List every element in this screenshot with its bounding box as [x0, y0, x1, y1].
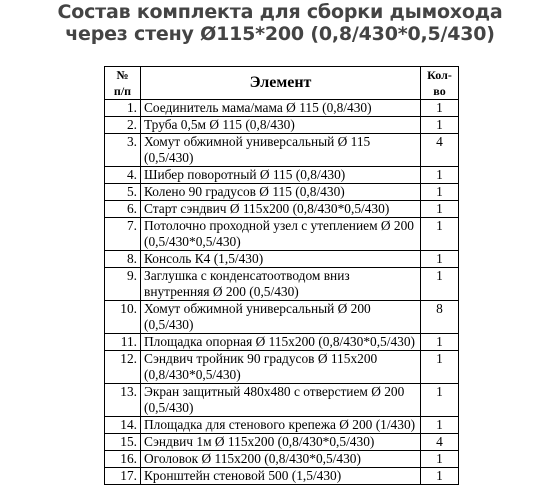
kit-table: [104, 66, 459, 485]
row-number-cell: 2.: [105, 117, 141, 134]
header-element: Элемент: [141, 67, 421, 100]
table-header-row: [105, 67, 459, 100]
table-row: [105, 384, 459, 417]
element-name-cell: Заглушка с конденсатоотводом вниз внутренняя Ø 200 (0,5/430): [141, 268, 421, 301]
table-row: [105, 417, 459, 434]
row-number-cell: 9.: [105, 268, 141, 301]
table-row: [105, 201, 459, 218]
quantity-cell: 1: [421, 100, 459, 117]
table-row: [105, 218, 459, 251]
element-name-cell: Консоль К4 (1,5/430): [141, 251, 421, 268]
element-name-cell: Оголовок Ø 115x200 (0,8/430*0,5/430): [141, 451, 421, 468]
element-name-cell: Площадка для стенового крепежа Ø 200 (1/430): [141, 417, 421, 434]
table-row: [105, 251, 459, 268]
element-name-cell: Сэндвич тройник 90 градусов Ø 115x200 (0,8/430*0,5/430): [141, 351, 421, 384]
quantity-cell: 1: [421, 251, 459, 268]
row-number-cell: 1.: [105, 100, 141, 117]
quantity-cell: 1: [421, 417, 459, 434]
row-number-cell: 11.: [105, 334, 141, 351]
element-name-cell: Сэндвич 1м Ø 115x200 (0,8/430*0,5/430): [141, 434, 421, 451]
quantity-cell: 1: [421, 451, 459, 468]
row-number-cell: 17.: [105, 468, 141, 485]
element-name-cell: Хомут обжимной универсальный Ø 115 (0,5/430): [141, 134, 421, 167]
header-number-text: № п/п: [113, 68, 132, 98]
element-name-cell: Потолочно проходной узел с утеплением Ø 200 (0,5/430*0,5/430): [141, 218, 421, 251]
table-row: [105, 268, 459, 301]
table-body: [105, 100, 459, 485]
quantity-cell: 1: [421, 268, 459, 301]
table-row: [105, 301, 459, 334]
element-name-cell: Экран защитный 480x480 с отверстием Ø 200 (0,5/430): [141, 384, 421, 417]
element-name-cell: Шибер поворотный Ø 115 (0,8/430): [141, 167, 421, 184]
table-row: [105, 167, 459, 184]
element-name-cell: Старт сэндвич Ø 115x200 (0,8/430*0,5/430): [141, 201, 421, 218]
quantity-cell: 1: [421, 384, 459, 417]
quantity-cell: 1: [421, 184, 459, 201]
table-row: [105, 451, 459, 468]
table-row: [105, 434, 459, 451]
quantity-cell: 1: [421, 334, 459, 351]
table-row: [105, 184, 459, 201]
row-number-cell: 10.: [105, 301, 141, 334]
header-number: [105, 67, 141, 100]
quantity-cell: 1: [421, 201, 459, 218]
row-number-cell: 14.: [105, 417, 141, 434]
row-number-cell: 16.: [105, 451, 141, 468]
title-line-1: Состав комплекта для сборки дымохода: [57, 1, 503, 23]
element-name-cell: Площадка опорная Ø 115x200 (0,8/430*0,5/430): [141, 334, 421, 351]
quantity-cell: 1: [421, 218, 459, 251]
row-number-cell: 3.: [105, 134, 141, 167]
quantity-cell: 1: [421, 351, 459, 384]
quantity-cell: 1: [421, 468, 459, 485]
table-row: [105, 468, 459, 485]
quantity-cell: 4: [421, 134, 459, 167]
row-number-cell: 8.: [105, 251, 141, 268]
table-row: [105, 100, 459, 117]
element-name-cell: Труба 0,5м Ø 115 (0,8/430): [141, 117, 421, 134]
element-name-cell: Хомут обжимной универсальный Ø 200 (0,5/430): [141, 301, 421, 334]
quantity-cell: 1: [421, 117, 459, 134]
element-name-cell: Кронштейн стеновой 500 (1,5/430): [141, 468, 421, 485]
table-row: [105, 334, 459, 351]
table-row: [105, 351, 459, 384]
row-number-cell: 12.: [105, 351, 141, 384]
quantity-cell: 1: [421, 167, 459, 184]
quantity-cell: 8: [421, 301, 459, 334]
title-line-2: через стену Ø115*200 (0,8/430*0,5/430): [65, 23, 495, 45]
table-row: [105, 134, 459, 167]
table-row: [105, 117, 459, 134]
quantity-cell: 4: [421, 434, 459, 451]
header-quantity-text: Кол- во: [427, 68, 452, 98]
row-number-cell: 6.: [105, 201, 141, 218]
row-number-cell: 4.: [105, 167, 141, 184]
row-number-cell: 15.: [105, 434, 141, 451]
header-quantity: [421, 67, 459, 100]
element-name-cell: Колено 90 градусов Ø 115 (0,8/430): [141, 184, 421, 201]
row-number-cell: 13.: [105, 384, 141, 417]
element-name-cell: Соединитель мама/мама Ø 115 (0,8/430): [141, 100, 421, 117]
row-number-cell: 7.: [105, 218, 141, 251]
row-number-cell: 5.: [105, 184, 141, 201]
